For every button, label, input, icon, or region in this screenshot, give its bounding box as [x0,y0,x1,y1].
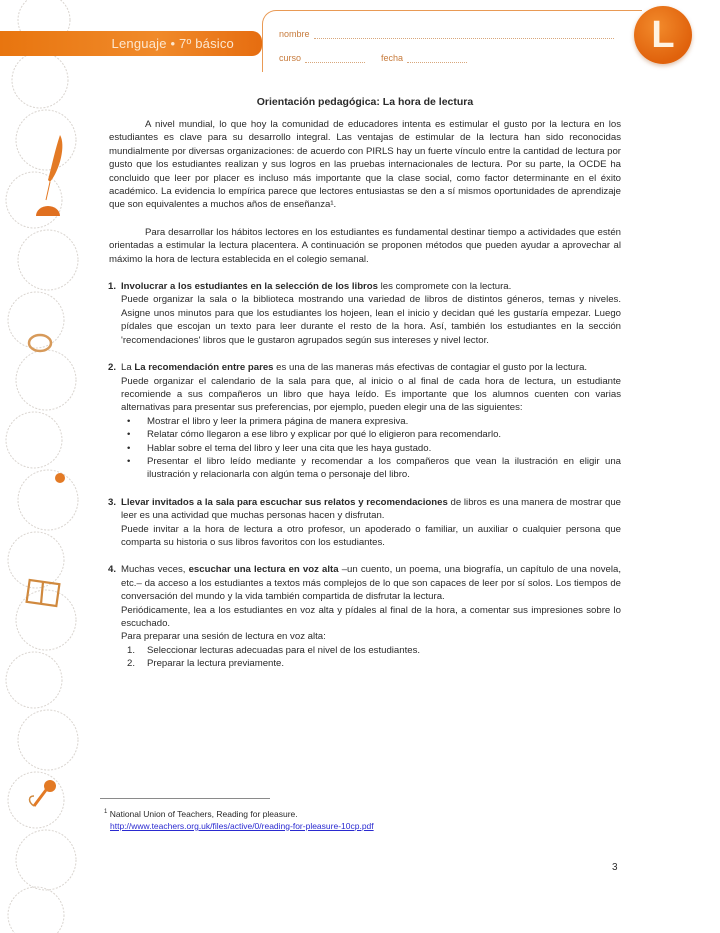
list-item-body: Periódicamente, lea a los estudiantes en voz alta y pídales al final de la hora, a comentar sus impresiones sobre lo escuchado. [121,604,621,629]
list-item-body: Puede organizar la sala o la biblioteca mostrando una variedad de libros de distintos géneros, temas y niveles. Asigne unos minutos para que los estudiantes los hojeen, lean el inicio y decidan qué les gustaría empezar. Luego pídales que escojan un texto para leer durante el resto de la hora. Así, también los estudiantes en la sección 'recomendaciones' libros que le gustaron agrupados según sus intereses y nivel lector. [121,294,621,346]
student-info-form [262,10,642,72]
speech-bubble-icon [29,335,51,351]
name-field[interactable]: nombre [279,29,614,39]
date-line[interactable] [407,54,467,63]
list-item-heading: escuchar una lectura en voz alta [188,564,339,576]
list-item-4: 4. Muchas veces, escuchar una lectura en voz alta –un cuento, un poema, una biografía, un capítulo de una novela, etc.– da acceso a los estudiantes a textos más complejos de lo que son capaces de leer por sí solos. Los tiempos de conversación del mundo y la vida también compartida de disfrutar la lectura. Periódicamente, lea a los estudiantes en voz alta y pídales al final de la hora, a comentar sus impresiones sobre lo escuchado. Para preparar una sesión de lectura en voz alta: 1. Seleccionar lecturas adecuadas para el nivel de los estudiantes. 2. Preparar la lectura previamente. [108,564,621,670]
step-item: 2. Preparar la lectura previamente. [127,658,285,670]
step-item: 1. Seleccionar lecturas adecuadas para el nivel de los estudiantes. [127,644,421,656]
list-item-body: Para preparar una sesión de lectura en voz alta: [121,631,326,643]
bullet-item: • Presentar el libro leído mediante y recomendar a los compañeros que vean la ilustración en eligir una ilustración y relacionarla con algún tema o personaje del libro. [127,455,621,482]
course-field[interactable]: curso [279,53,365,63]
list-item-2: 2. La La recomendación entre pares es una de las maneras más efectivas de contagiar el gusto por la lectura. Puede organizar el calendario de la sala para que, al inicio o al final de cada hora de lectura, un estudiante recomiende a sus compañeros un libro que haya leído. Es importante que los alumnos cuenten con varias alternativas para presentar sus preferencias, por ejemplo, pueden elegir una de las siguientes: • Mostrar el libro y leer la primera página de manera expresiva. • Relatar cómo llegaron a ese libro y explicar por qué lo eligieron para recomendarlo. • Hablar sobre el tema del libro y leer una cita que les haya gustado. • Presentar el libro leído mediante y recomendar a los compañeros que vean la ilustración en eligir una ilustración y relacionarla con algún tema o personaje del libro. [109,361,621,482]
open-book-icon [27,580,60,606]
footnote: $^1$ National Union of Teachers, Reading for pleasure. http://www.teachers.org.uk/files/active/0/reading-for-pleasure-10cp.pdf [104,808,374,831]
subject-label: Lenguaje • 7º básico [111,36,234,51]
list-item-body: Puede organizar el calendario de la sala para que, al inicio o al final de cada hora de lectura, un estudiante recomiende a sus compañeros un libro que haya leído. Es importante que los alumnos cuenten con varias alternativas para presentar sus preferencias, por ejemplo, pueden elegir una de las siguientes: [121,375,621,414]
course-line[interactable] [305,54,365,63]
list-item-body: Puede invitar a la hora de lectura a otro profesor, un apoderado o familiar, un auxiliar o cualquier persona que comparta su historia o sus libros favoritos con los estudiantes. [121,523,621,548]
date-field[interactable]: fecha [381,53,467,63]
page-number: 3 [612,862,618,873]
microphone-icon [30,780,57,806]
page-title: Orientación pedagógica: La hora de lectura [256,96,474,108]
name-line[interactable] [314,30,614,39]
inkwell-icon [36,206,60,216]
intro-paragraph-1: A nivel mundial, lo que hoy la comunidad de educadores intenta es estimular el gusto por la lectura en los estudiantes es clave para su desarrollo integral. Las ventajas de estimular de la lectura han sido reconocidas mundialmente por diversas organizaciones: de acuerdo con PIRLS hay un fuerte vínculo entre la cantidad de lectura por gusto que los estudiantes realizan y sus logros en las pruebas internacionales de lectura. Por su parte, la OCDE ha concluido que leer por placer es incluso más importante que la clase social, como factor determinante en el éxito académico. La evidencia lo empírica parece que lectores entusiastas se den a sí mismos oportunidades de aprendizaje que son equivalentes a muchos años de enseñanza¹. [109,119,621,211]
decorative-swirl-border [0,0,92,933]
list-item-heading: Involucrar a los estudiantes en la selección de los libros [121,281,378,293]
footnote-link[interactable]: http://www.teachers.org.uk/files/active/0/reading-for-pleasure-10cp.pdf [110,820,374,831]
subject-band [0,31,262,56]
bullet-item: • Mostrar el libro y leer la primera página de manera expresiva. [127,415,621,428]
intro-paragraph-2: Para desarrollar los hábitos lectores en los estudiantes es fundamental destinar tiempo a actividades que estén orientadas a estimular la lectura placentera. A continuación se proponen métodos que pueden ayudar a aprovechar al máximo la hora de lectura establecida en el colegio semanal. [109,226,621,265]
steps-list [121,644,621,671]
bullet-list [121,415,621,482]
list-item-3: 3. Llevar invitados a la sala para escuchar sus relatos y recomendaciones de libros es una manera de mostrar que leer es una actividad que muchas personas hacen y disfrutan. Puede invitar a la hora de lectura a otro profesor, un apoderado o familiar, un auxiliar o cualquier persona que comparta su historia o sus libros favoritos con los estudiantes. [108,496,621,548]
footnote-divider [100,798,270,799]
list-item-heading: Llevar invitados a la sala para escuchar sus relatos y recomendaciones [121,496,448,508]
list-item-heading: La recomendación entre pares [134,362,274,374]
list-item-1: 1. Involucrar a los estudiantes en la selección de los libros les compromete con la lectura. Puede organizar la sala o la biblioteca mostrando una variedad de libros de distintos géneros, temas y niveles. Asigne unos minutos para que los estudiantes los hojeen, lean el inicio y decidan qué les gustaría empezar. Luego pídales que escojan un texto para leer durante el resto de la hora. Así, también los estudiantes en la sección 'recomendaciones' libros que le gustaron agrupados según sus intereses y nivel lector. [108,281,621,346]
bullet-item: • Relatar cómo llegaron a ese libro y explicar por qué lo eligieron para recomendarlo. [127,428,621,441]
dot-icon [55,473,65,483]
strategies-list [109,280,621,671]
bullet-item: • Hablar sobre el tema del libro y leer una cita que les haya gustado. [127,442,621,455]
subject-badge: L [634,6,692,64]
document-body [109,96,621,685]
